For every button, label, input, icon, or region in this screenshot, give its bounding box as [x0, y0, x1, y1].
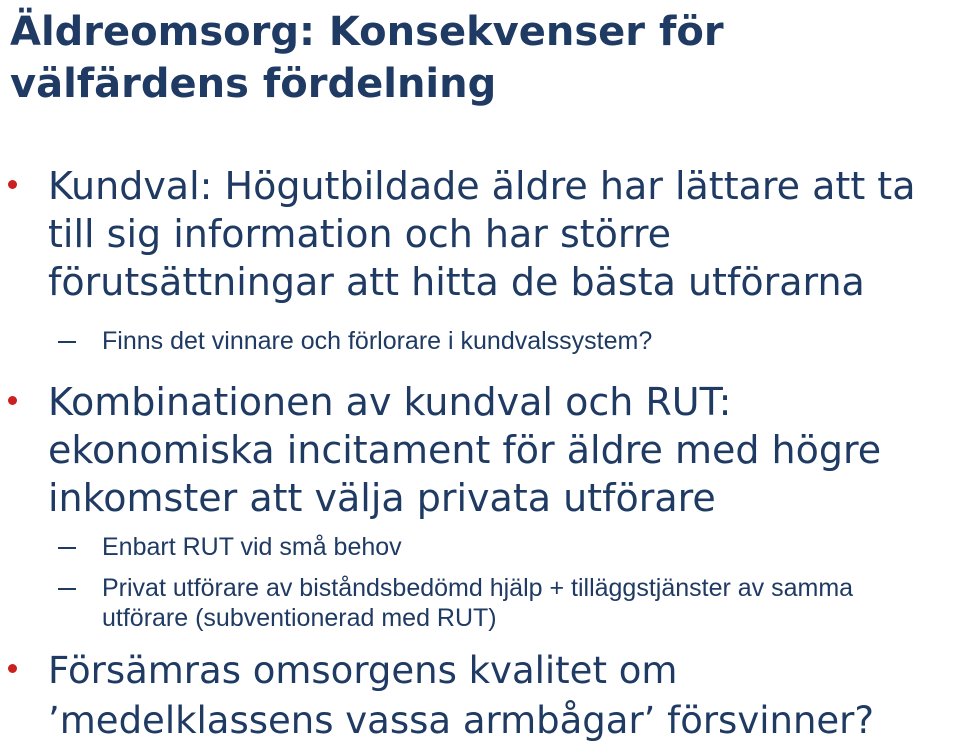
- sub-bullet-text: Enbart RUT vid små behov: [102, 533, 402, 561]
- dash-icon: [58, 341, 76, 343]
- bullet-dot-icon: [8, 396, 17, 405]
- bullet-text: Försämras omsorgens kvalitet om ’medelklassens vassa armbågar’ försvinner?: [48, 649, 875, 742]
- title-line-2: välfärdens fördelning: [10, 61, 497, 107]
- title-line-1: Äldreomsorg: Konsekvenser för: [10, 9, 724, 55]
- slide-title: [10, 6, 950, 110]
- bullet-text: Kundval: Högutbildade äldre har lättare att ta till sig information och har större förutsättningar att hitta de bästa utförarna: [48, 164, 916, 304]
- dash-icon: [58, 588, 76, 590]
- bullet-dot-icon: [8, 180, 17, 189]
- bullet-text: Kombinationen av kundval och RUT: ekonomiska incitament för äldre med högre inkomster att välja privata utförare: [48, 380, 882, 520]
- bullet-forsamras: [48, 646, 960, 746]
- sub-bullet-text: Finns det vinnare och förlorare i kundvalssystem?: [102, 327, 653, 355]
- sub-bullet-text: Privat utförare av biståndsbedömd hjälp + tilläggstjänster av samma utförare (subventionerad med RUT): [102, 574, 854, 632]
- sub-bullet-privat-utforare: [102, 573, 942, 633]
- bullet-kombinationen: [48, 378, 953, 522]
- bullet-dot-icon: [8, 664, 17, 673]
- sub-bullet-vinnare: [102, 326, 942, 356]
- bullet-kundval: [48, 162, 953, 306]
- sub-bullet-enbart-rut: [102, 532, 942, 562]
- dash-icon: [58, 547, 76, 549]
